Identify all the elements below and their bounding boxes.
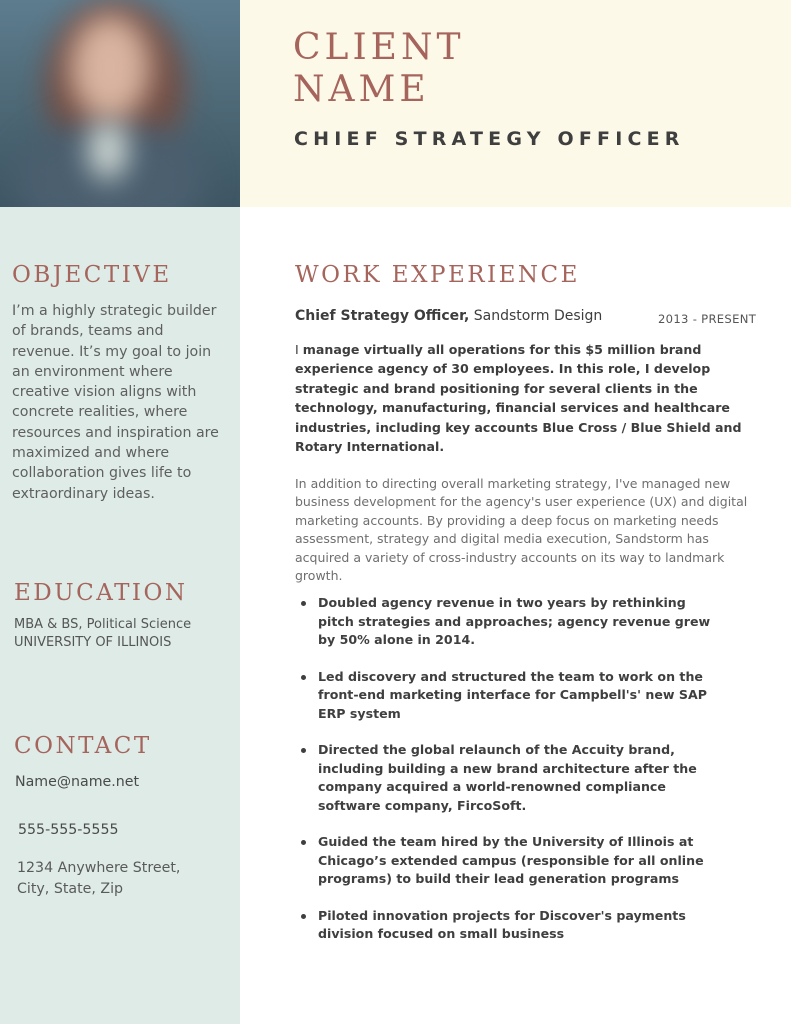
client-name-line2: NAME <box>293 69 430 110</box>
job-title: Chief Strategy Officer, <box>295 308 470 324</box>
profile-photo <box>0 0 240 207</box>
work-experience-heading: WORK EXPERIENCE <box>295 262 580 288</box>
bullet-dot <box>301 748 306 753</box>
objective-heading: OBJECTIVE <box>12 262 172 288</box>
achievement-item: Directed the global relaunch of the Accuity brand, including building a new brand architecture after the company acquired a world-renowned compliance software company, FircoSoft. <box>300 741 720 815</box>
bullet-dot <box>301 840 306 845</box>
achievement-item: Led discovery and structured the team to work on the front-end marketing interface for Campbell's' new SAP ERP system <box>300 668 720 724</box>
achievements-list <box>300 594 720 944</box>
bullet-dot <box>301 914 306 919</box>
client-name <box>293 27 593 111</box>
bullet-dot <box>301 601 306 606</box>
client-name-line1: CLIENT <box>293 27 465 68</box>
address-line2: City, State, Zip <box>17 880 124 897</box>
contact-phone[interactable]: 555-555-5555 <box>18 822 119 838</box>
job-role-title: CHIEF STRATEGY OFFICER <box>294 128 685 150</box>
bullet-dot <box>301 675 306 680</box>
education-degree: MBA & BS, Political Science <box>14 617 192 632</box>
company-name: Sandstorm Design <box>473 308 603 324</box>
achievement-item: Doubled agency revenue in two years by rethinking pitch strategies and approaches; agency revenue grew by 50% alone in 2014. <box>300 594 720 650</box>
achievement-item: Guided the team hired by the University of Illinois at Chicago’s extended campus (responsible for all online programs) to build their lead generation programs <box>300 833 720 889</box>
job-dates: 2013 - PRESENT <box>658 312 757 326</box>
contact-email[interactable]: Name@name.net <box>15 774 140 790</box>
job-summary <box>295 340 760 456</box>
job-summary-bold: manage virtually all operations for this $5 million brand experience agency of 30 employees. In this role, I develop strategic and brand positioning for several clients in the technology, manufacturing, financial services and healthcare industries, including key accounts Blue Cross / Blue Shield and Rotary International. <box>295 342 742 455</box>
job-summary-lead: I <box>295 342 299 357</box>
achievement-item: Piloted innovation projects for Discover's payments division focused on small business <box>300 907 720 944</box>
objective-text: I’m a highly strategic builder of brands, teams and revenue. It’s my goal to join an environment where creative vision aligns with concrete realities, where resources and inspiration are maximized and where collaboration gives life to extraordinary ideas. <box>12 303 219 502</box>
education-heading: EDUCATION <box>14 580 188 606</box>
contact-heading: CONTACT <box>14 733 152 759</box>
contact-address <box>17 858 180 899</box>
education-school: UNIVERSITY OF ILLINOIS <box>14 635 172 650</box>
job-heading <box>295 308 602 324</box>
address-line1: 1234 Anywhere Street, <box>17 860 181 876</box>
job-detail: In addition to directing overall marketing strategy, I've managed new business development for the agency's user experience (UX) and digital marketing accounts. By providing a deep focus on marketing needs assessment, strategy and digital media execution, Sandstorm has acquired a variety of cross-industry accounts on its way to landmark growth. <box>295 476 748 584</box>
